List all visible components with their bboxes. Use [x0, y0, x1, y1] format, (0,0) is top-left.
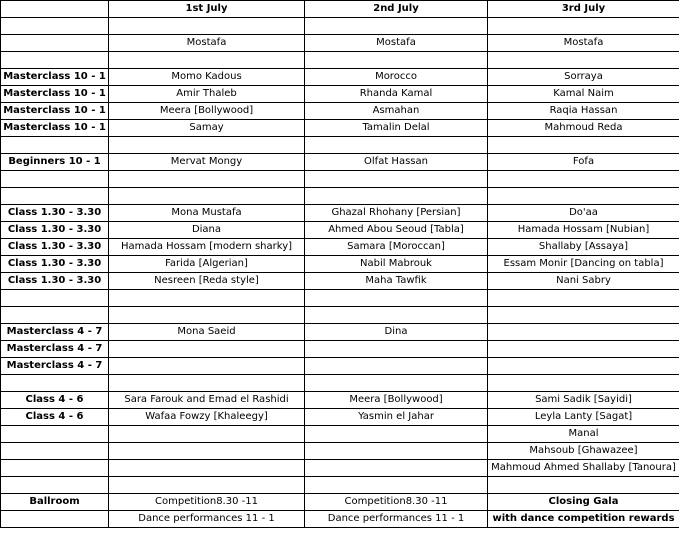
table-row [1, 35, 679, 52]
table-row [1, 188, 679, 205]
day-3-cell: Shallaby [Assaya] [488, 239, 679, 256]
day-3-cell: Do'aa [488, 205, 679, 222]
table-row [1, 205, 679, 222]
day-1-cell [109, 443, 305, 460]
day-1-cell: Mervat Mongy [109, 154, 305, 171]
day-3-cell [488, 341, 679, 358]
day-3-cell: Manal [488, 426, 679, 443]
table-row [1, 341, 679, 358]
table-row [1, 375, 679, 392]
day-2-cell [305, 426, 488, 443]
day-3-cell [488, 52, 679, 69]
row-label: Masterclass 10 - 1 [1, 120, 109, 137]
table-row [1, 392, 679, 409]
table-row [1, 154, 679, 171]
day-2-cell: Nabil Mabrouk [305, 256, 488, 273]
day-3-cell [488, 290, 679, 307]
row-label: Class 1.30 - 3.30 [1, 239, 109, 256]
row-label: Masterclass 10 - 1 [1, 103, 109, 120]
row-label: Masterclass 4 - 7 [1, 341, 109, 358]
day-1-cell: Wafaa Fowzy [Khaleegy] [109, 409, 305, 426]
day-3-cell [488, 188, 679, 205]
day-2-cell: Morocco [305, 69, 488, 86]
day-2-cell: Olfat Hassan [305, 154, 488, 171]
table-row [1, 222, 679, 239]
row-label [1, 137, 109, 154]
day-2-cell: Dance performances 11 - 1 [305, 511, 488, 528]
row-label [1, 188, 109, 205]
day-2-cell [305, 171, 488, 188]
row-label: Class 1.30 - 3.30 [1, 222, 109, 239]
day-2-cell [305, 290, 488, 307]
day-3-cell [488, 137, 679, 154]
header-row [1, 1, 679, 18]
day-2-cell [305, 341, 488, 358]
day-3-cell: Kamal Naim [488, 86, 679, 103]
day-3-cell: Sorraya [488, 69, 679, 86]
day-2-cell [305, 443, 488, 460]
day-1-cell: Nesreen [Reda style] [109, 273, 305, 290]
day-1-cell [109, 18, 305, 35]
day-3-cell: Fofa [488, 154, 679, 171]
day-2-cell [305, 358, 488, 375]
day-1-cell [109, 460, 305, 477]
day-1-cell [109, 358, 305, 375]
day-2-cell: Competition8.30 -11 [305, 494, 488, 511]
row-label [1, 375, 109, 392]
day-1-cell: Mona Mustafa [109, 205, 305, 222]
row-label [1, 52, 109, 69]
day-2-cell [305, 460, 488, 477]
day-3-cell: Essam Monir [Dancing on tabla] [488, 256, 679, 273]
table-row [1, 324, 679, 341]
day-2-cell: Mostafa [305, 35, 488, 52]
row-label [1, 426, 109, 443]
day-1-cell [109, 171, 305, 188]
day-3-cell [488, 307, 679, 324]
day-2-cell: Ahmed Abou Seoud [Tabla] [305, 222, 488, 239]
table-row [1, 511, 679, 528]
row-label [1, 307, 109, 324]
day-1-cell [109, 290, 305, 307]
day-2-cell [305, 307, 488, 324]
day-1-cell [109, 426, 305, 443]
day-3-cell: Sami Sadik [Sayidi] [488, 392, 679, 409]
table-row [1, 307, 679, 324]
day-3-cell: Mostafa [488, 35, 679, 52]
table-row [1, 290, 679, 307]
table-row [1, 409, 679, 426]
row-label [1, 171, 109, 188]
table-row [1, 477, 679, 494]
row-label [1, 290, 109, 307]
table-row [1, 443, 679, 460]
day-2-cell: Yasmin el Jahar [305, 409, 488, 426]
row-label [1, 511, 109, 528]
day-2-cell: Dina [305, 324, 488, 341]
row-label: Masterclass 4 - 7 [1, 324, 109, 341]
row-label: Ballroom [1, 494, 109, 511]
day-3-cell: Mahmoud Reda [488, 120, 679, 137]
day-1-cell: Hamada Hossam [modern sharky] [109, 239, 305, 256]
day-2-cell [305, 137, 488, 154]
table-row [1, 239, 679, 256]
table-row [1, 18, 679, 35]
day-1-cell: Amir Thaleb [109, 86, 305, 103]
day-2-cell: Tamalin Delal [305, 120, 488, 137]
table-row [1, 86, 679, 103]
day-2-cell: Rhanda Kamal [305, 86, 488, 103]
row-label: Class 4 - 6 [1, 392, 109, 409]
header-day-2: 2nd July [305, 1, 488, 18]
day-1-cell: Mona Saeid [109, 324, 305, 341]
day-3-cell [488, 324, 679, 341]
day-3-cell [488, 18, 679, 35]
day-1-cell: Competition8.30 -11 [109, 494, 305, 511]
day-3-cell: Leyla Lanty [Sagat] [488, 409, 679, 426]
row-label: Masterclass 4 - 7 [1, 358, 109, 375]
table-row [1, 52, 679, 69]
day-3-cell: Hamada Hossam [Nubian] [488, 222, 679, 239]
day-1-cell: Dance performances 11 - 1 [109, 511, 305, 528]
header-corner-cell [1, 1, 109, 18]
table-row [1, 460, 679, 477]
row-label [1, 35, 109, 52]
day-2-cell: Samara [Moroccan] [305, 239, 488, 256]
day-2-cell [305, 477, 488, 494]
day-2-cell: Ghazal Rhohany [Persian] [305, 205, 488, 222]
day-2-cell: Maha Tawfik [305, 273, 488, 290]
day-2-cell [305, 18, 488, 35]
row-label: Beginners 10 - 1 [1, 154, 109, 171]
header-day-1: 1st July [109, 1, 305, 18]
day-1-cell: Diana [109, 222, 305, 239]
day-3-cell: Nani Sabry [488, 273, 679, 290]
row-label [1, 443, 109, 460]
row-label: Class 4 - 6 [1, 409, 109, 426]
day-3-cell: Raqia Hassan [488, 103, 679, 120]
row-label [1, 18, 109, 35]
day-3-cell: Mahmoud Ahmed Shallaby [Tanoura] [488, 460, 679, 477]
row-label: Class 1.30 - 3.30 [1, 256, 109, 273]
table-row [1, 273, 679, 290]
day-3-cell [488, 375, 679, 392]
day-1-cell [109, 307, 305, 324]
day-1-cell [109, 52, 305, 69]
table-row [1, 171, 679, 188]
day-3-cell: Mahsoub [Ghawazee] [488, 443, 679, 460]
row-label: Class 1.30 - 3.30 [1, 205, 109, 222]
table-row [1, 358, 679, 375]
day-3-cell [488, 477, 679, 494]
table-row [1, 494, 679, 511]
schedule-header [1, 1, 679, 18]
day-2-cell [305, 375, 488, 392]
day-1-cell [109, 137, 305, 154]
table-row [1, 426, 679, 443]
day-3-cell: with dance competition rewards [488, 511, 679, 528]
day-1-cell [109, 341, 305, 358]
day-2-cell: Meera [Bollywood] [305, 392, 488, 409]
day-1-cell: Meera [Bollywood] [109, 103, 305, 120]
table-row [1, 103, 679, 120]
row-label: Masterclass 10 - 1 [1, 86, 109, 103]
row-label: Masterclass 10 - 1 [1, 69, 109, 86]
row-label: Class 1.30 - 3.30 [1, 273, 109, 290]
day-3-cell [488, 171, 679, 188]
table-row [1, 137, 679, 154]
day-1-cell: Farida [Algerian] [109, 256, 305, 273]
day-3-cell [488, 358, 679, 375]
day-2-cell [305, 52, 488, 69]
day-1-cell: Sara Farouk and Emad el Rashidi [109, 392, 305, 409]
day-1-cell [109, 477, 305, 494]
day-1-cell: Mostafa [109, 35, 305, 52]
table-row [1, 256, 679, 273]
table-row [1, 120, 679, 137]
day-1-cell [109, 188, 305, 205]
day-1-cell: Momo Kadous [109, 69, 305, 86]
day-2-cell [305, 188, 488, 205]
row-label [1, 460, 109, 477]
row-label [1, 477, 109, 494]
day-2-cell: Asmahan [305, 103, 488, 120]
day-1-cell [109, 375, 305, 392]
day-3-cell: Closing Gala [488, 494, 679, 511]
header-day-3: 3rd July [488, 1, 679, 18]
schedule-body [1, 18, 679, 528]
day-1-cell: Samay [109, 120, 305, 137]
table-row [1, 69, 679, 86]
